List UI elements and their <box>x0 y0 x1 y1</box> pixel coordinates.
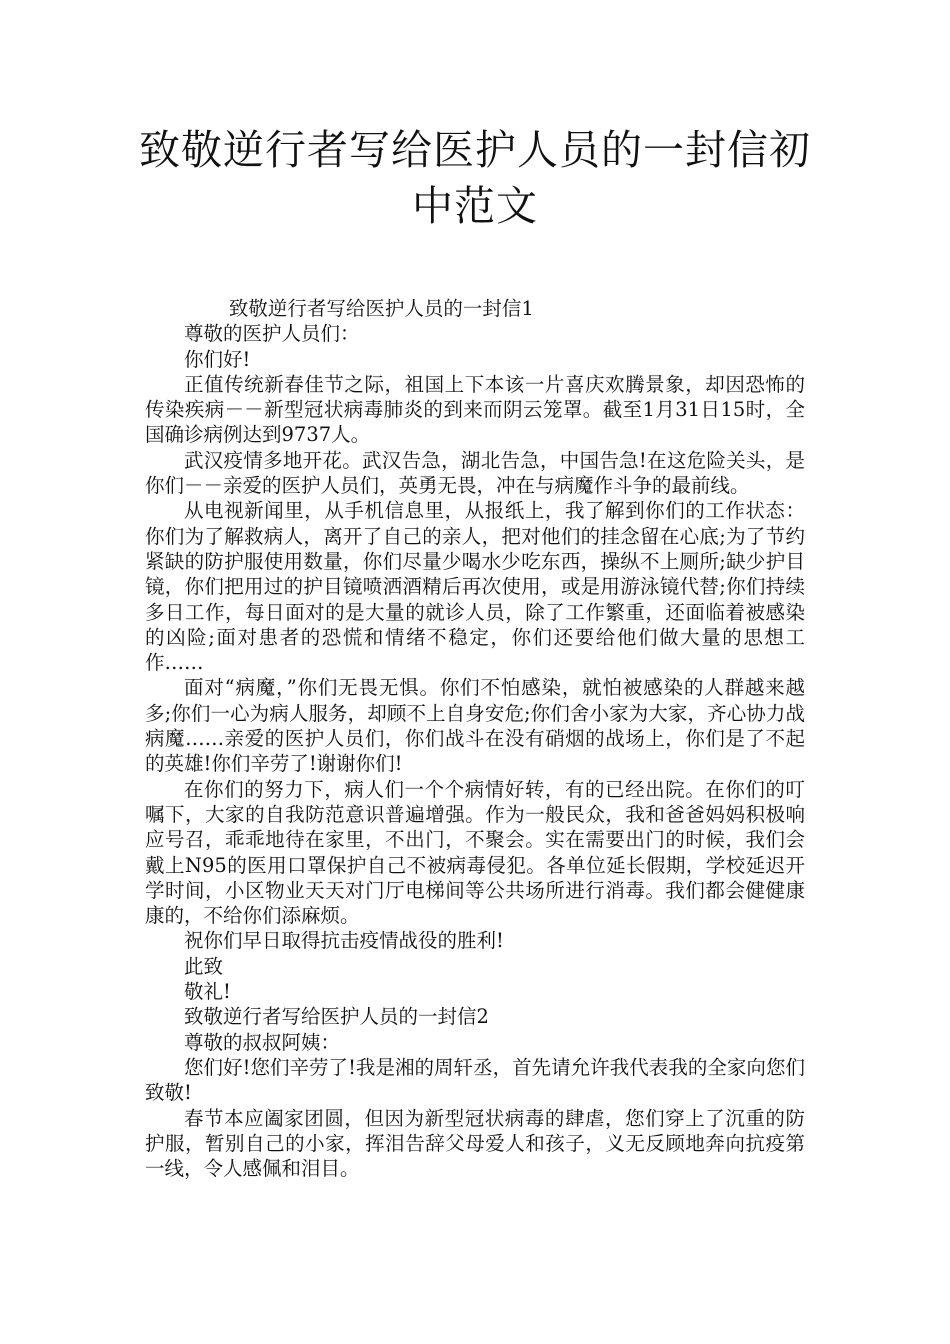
letter-1-heading: 致敬逆行者写给医护人员的一封信1 <box>228 297 534 320</box>
body-paragraph: 武汉疫情多地开花。武汉告急，湖北告急，中国告急!在这危险关头，是你们－－亲爱的医护人员们，英勇无畏，冲在与病魔作斗争的最前线。 <box>145 448 805 498</box>
body-paragraph: 正值传统新春佳节之际，祖国上下本该一片喜庆欢腾景象，却因恐怖的传染疾病－－新型冠状病毒肺炎的到来而阴云笼罩。截至1月31日15时，全国确诊病例达到9737人。 <box>145 372 805 447</box>
body-paragraph: 面对“病魔，”你们无畏无惧。你们不怕感染，就怕被感染的人群越来越多;你们一心为病人服务，却顾不上自身安危;你们舍小家为大家，齐心协力战病魔……亲爱的医护人员们，你们战斗在没有硝烟的战场上，你们是了不起的英雄!你们辛劳了!谢谢你们! <box>145 676 805 776</box>
document-body <box>145 296 805 1181</box>
body-paragraph: 在你们的努力下，病人们一个个病情好转，有的已经出院。在你们的叮嘱下，大家的自我防范意识普遍增强。作为一般民众，我和爸爸妈妈积极响应号召，乖乖地待在家里，不出门，不聚会。实在需要出门的时候，我们会戴上N95的医用口罩保护自己不被病毒侵犯。各单位延长假期，学校延迟开学时间，小区物业天天对门厅电梯间等公共场所进行消毒。我们都会健健康康的，不给你们添麻烦。 <box>145 777 805 928</box>
letter-1-greeting: 你们好! <box>184 347 251 371</box>
letter-2-heading: 致敬逆行者写给医护人员的一封信2 <box>184 1005 489 1029</box>
body-paragraph: 春节本应阖家团圆，但因为新型冠状病毒的肆虐，您们穿上了沉重的防护服，暂别自己的小家，挥泪告辞父母爱人和孩子，义无反顾地奔向抗疫第一线，令人感佩和泪目。 <box>145 1106 805 1181</box>
document-title: 致敬逆行者写给医护人员的一封信初中范文 <box>139 126 811 230</box>
body-paragraph: 您们好!您们辛劳了!我是湘的周轩丞，首先请允许我代表我的全家向您们致敬! <box>145 1055 805 1105</box>
letter-1-salutation: 尊敬的医护人员们： <box>184 322 360 346</box>
letter-1-closing: 此致 <box>184 954 224 978</box>
letter-1-salute: 敬礼! <box>184 980 231 1004</box>
letter-1-wish: 祝你们早日取得抗击疫情战役的胜利! <box>184 929 504 953</box>
body-paragraph: 从电视新闻里，从手机信息里，从报纸上，我了解到你们的工作状态：你们为了解救病人，离开了自己的亲人，把对他们的挂念留在心底;为了节约紧缺的防护服使用数量，你们尽量少喝水少吃东西，操纵不上厕所;缺少护目镜，你们把用过的护目镜喷洒酒精后再次使用，或是用游泳镜代替;你们持续多日工作，每日面对的是大量的就诊人员，除了工作繁重，还面临着被感染的凶险;面对患者的恐慌和情绪不稳定，你们还要给他们做大量的思想工作…… <box>145 499 805 675</box>
letter-2-salutation: 尊敬的叔叔阿姨： <box>184 1030 341 1054</box>
